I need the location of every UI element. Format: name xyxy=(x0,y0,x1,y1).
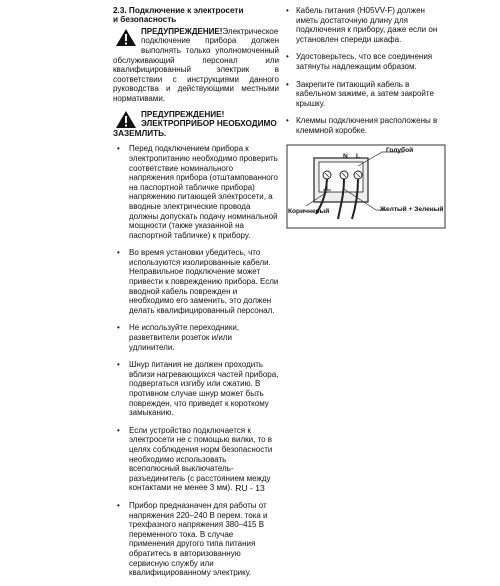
label-yellow-green: Желтый + Зеленый xyxy=(380,205,444,213)
list-item xyxy=(113,501,279,578)
list-item-text: Прибор предназначен для работы от напряжения 220–240 В перем. тока и трехфазного напряжения 380–415 В переменного тока. В случае применения другого типа питания обратитесь в авторизованную сервисную службу или квалифицированному электрику. xyxy=(129,500,268,578)
warning-electrical-connection xyxy=(113,27,279,104)
warning-triangle-icon xyxy=(115,110,137,129)
list-item-text: Закрепите питающий кабель в кабельном зажиме, а затем закройте крышку. xyxy=(296,79,434,108)
left-bullet-list xyxy=(113,144,279,577)
list-item xyxy=(113,248,279,315)
section-title-line1: 2.3. Подключение к электросети xyxy=(113,6,244,15)
list-item-text: Кабель питания (H05VV-F) должен иметь достаточную длину для подключения к прибору, даже если он установлен спереди шкафа. xyxy=(296,6,438,44)
list-item xyxy=(286,52,446,71)
warning2-line2: ЭЛЕКТРОПРИБОР НЕОБХОДИМО ЗАЗЕМЛИТЬ. xyxy=(113,119,277,138)
bullet-icon: • xyxy=(286,79,289,89)
warning2-line1: ПРЕДУПРЕЖДЕНИЕ! xyxy=(141,109,225,119)
list-item xyxy=(113,360,279,418)
warning-triangle-icon xyxy=(115,28,137,47)
list-item-text: Удостоверьтесь, что все соединения затянуты надлежащим образом. xyxy=(296,52,433,71)
bullet-icon: • xyxy=(117,500,120,510)
label-blue: Голубой xyxy=(386,146,414,154)
list-item xyxy=(286,116,446,135)
bullet-icon: • xyxy=(286,6,289,15)
terminal-l-label: L xyxy=(356,152,361,160)
terminal-n-label: N xyxy=(343,152,348,160)
warning1-label: ПРЕДУПРЕЖДЕНИЕ! xyxy=(141,26,223,36)
left-column xyxy=(113,6,279,586)
list-item xyxy=(286,6,446,44)
section-title xyxy=(113,6,279,25)
list-item xyxy=(113,323,279,352)
bullet-icon: • xyxy=(286,116,289,126)
warning-grounding xyxy=(113,110,279,139)
list-item-text: Если устройство подключается к электросети не с помощью вилки, то в целях соблюдения норм безопасности необходимо использовать всеполюсный выключатель-разъединитель (с расстоянием между контактами не менее 3 мм). xyxy=(129,425,273,493)
bullet-icon: • xyxy=(117,360,120,370)
list-item-text: Перед подключением прибора к электропитанию необходимо проверить соответствие номинального напряжения прибора (отштампованного на паспортной табличке прибора) напряжению питающей электросети, а вводные электрические провода должны допускать подачу номинальной мощности (также указанной на паспортной табличке) к прибору. xyxy=(129,144,278,240)
bullet-icon: • xyxy=(117,425,120,435)
right-column xyxy=(286,6,446,229)
list-item xyxy=(113,144,279,240)
bullet-icon: • xyxy=(117,323,120,333)
section-title-line2: и безопасность xyxy=(113,15,177,25)
warning1-text: Электрическое подключение прибора должен выполнять только уполномоченный обслуживающий персонал или квалифицированный электрик в соответствии с инструкциями данного руководства и действующими местными нормативами. xyxy=(113,26,279,103)
list-item-text: Не используйте переходники, разветвители розеток и/или удлинители. xyxy=(129,323,240,352)
terminal-box-drawing xyxy=(286,144,446,229)
list-item-text: Шнур питания не должен проходить вблизи нагревающихся частей прибора, подвергаться изгибу или сжатию. В противном случае шнур может быть поврежден, что приведет к короткому замыканию. xyxy=(129,360,279,418)
label-brown: Коричневый xyxy=(288,207,330,215)
list-item xyxy=(286,80,446,109)
list-item-text: Во время установки убедитесь, что используются изолированные кабели. Неправильное подключение может привести к повреждению прибора. Если вводной кабель поврежден и необходимо его заменить, это должен делать квалифицированный персонал. xyxy=(129,248,279,315)
right-bullet-list xyxy=(286,6,446,136)
terminal-wiring-diagram xyxy=(286,144,446,229)
bullet-icon: • xyxy=(286,52,289,62)
bullet-icon: • xyxy=(117,144,120,154)
bullet-icon: • xyxy=(117,248,120,258)
page-number: RU - 13 xyxy=(235,483,265,493)
list-item-text: Клеммы подключения расположены в клеммной коробке. xyxy=(296,116,438,135)
